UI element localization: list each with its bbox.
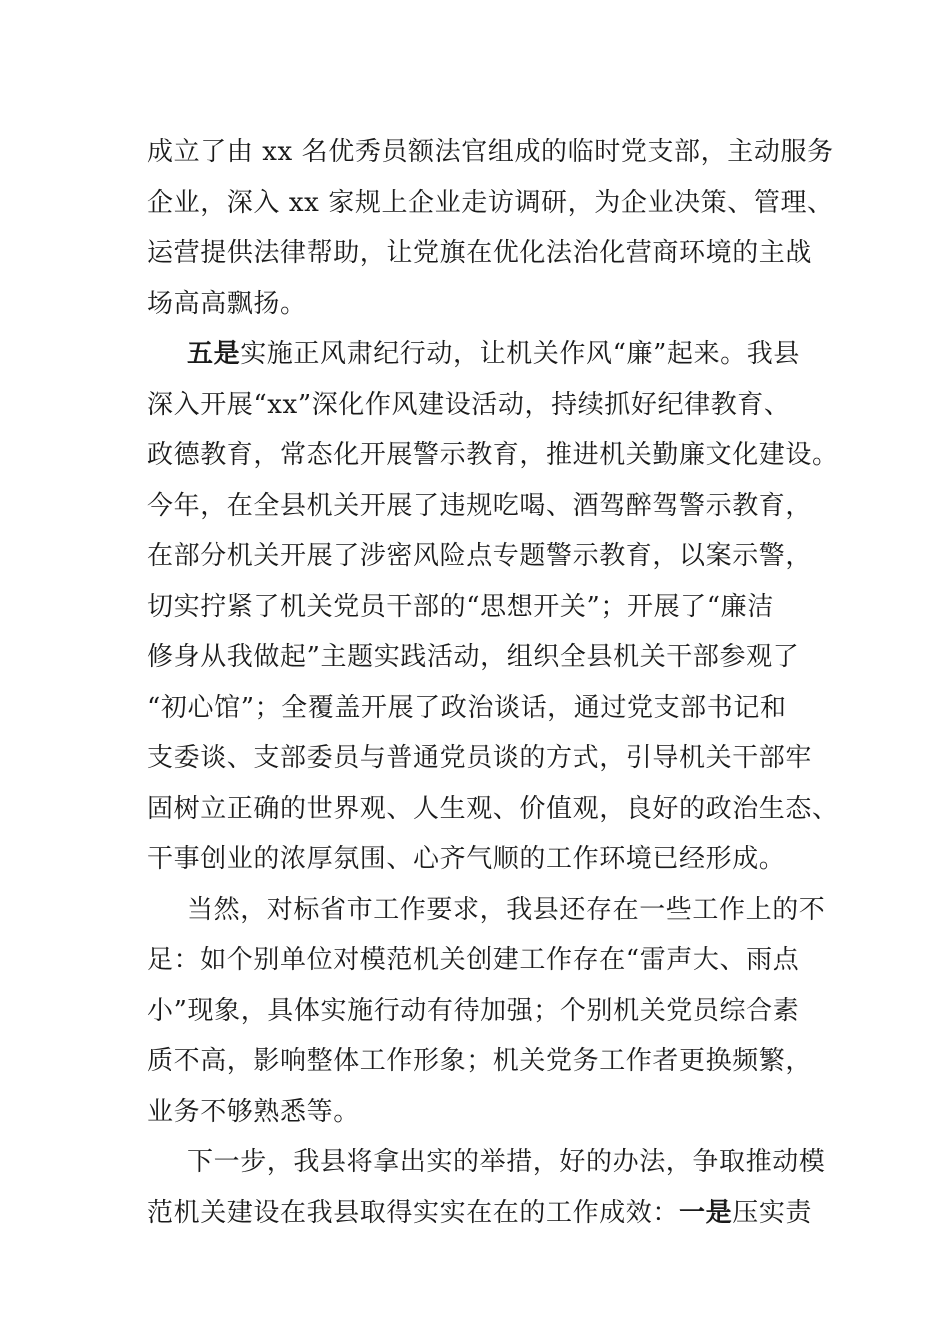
text-line-first (147, 329, 807, 380)
text-line: “初心馆”；全覆盖开展了政治谈话，通过党支部书记和 (147, 692, 787, 723)
text-line: 运营提供法律帮助，让党旗在优化法治化营商环境的主战 (147, 238, 813, 268)
text-line: 深入开展“xx”深化作风建设活动，持续抓好纪律教育、 (147, 389, 791, 420)
text-line: 修身从我做起”主题实践活动，组织全县机关干部参观了 (147, 642, 800, 672)
text-segment: 实施正风肃纪行动，让机关作风“廉”起来。我县 (240, 339, 800, 369)
text-line: 质不高，影响整体工作形象；机关党务工作者更换频繁， (147, 1046, 813, 1076)
paragraph-4 (147, 1137, 826, 1238)
text-line: 在部分机关开展了涉密风险点专题警示教育，以案示警， (147, 541, 813, 571)
text-line: 业务不够熟悉等。 (147, 1096, 360, 1127)
text-line-last (147, 1188, 813, 1239)
text-line-first: 当然，对标省市工作要求，我县还存在一些工作上的不 (187, 894, 826, 925)
paragraph-2 (147, 329, 839, 885)
document-body (147, 127, 839, 1238)
bold-lead: 五是 (187, 339, 241, 369)
text-line: 切实拧紧了机关党员干部的“思想开关”；开展了“廉洁 (147, 591, 774, 622)
text-line: 政德教育，常态化开展警示教育，推进机关勤廉文化建设。 (147, 440, 839, 470)
text-line-first: 下一步，我县将拿出实的举措，好的办法，争取推动模 (187, 1147, 826, 1177)
text-line: 企业，深入 xx 家规上企业走访调研，为企业决策、管理、 (147, 187, 834, 218)
text-line: 今年，在全县机关开展了违规吃喝、酒驾醉驾警示教育， (147, 490, 813, 521)
text-line: 足：如个别单位对模范机关创建工作存在“雷声大、雨点 (147, 945, 800, 975)
bold-lead: 一是 (679, 1197, 733, 1228)
paragraph-3 (147, 885, 826, 1138)
text-segment: 范机关建设在我县取得实实在在的工作成效： (147, 1197, 680, 1228)
text-line: 支委谈、支部委员与普通党员谈的方式，引导机关干部牢 (147, 743, 813, 773)
text-segment: 压实责 (732, 1197, 813, 1228)
paragraph-1 (147, 127, 834, 329)
text-line: 小”现象，具体实施行动有待加强；个别机关党员综合素 (147, 995, 800, 1026)
text-line: 干事创业的浓厚氛围、心齐气顺的工作环境已经形成。 (147, 844, 786, 874)
text-line: 成立了由 xx 名优秀员额法官组成的临时党支部，主动服务 (147, 137, 834, 167)
text-line: 固树立正确的世界观、人生观、价值观，良好的政治生态、 (147, 793, 839, 824)
text-line: 场高高飘扬。 (147, 288, 307, 319)
